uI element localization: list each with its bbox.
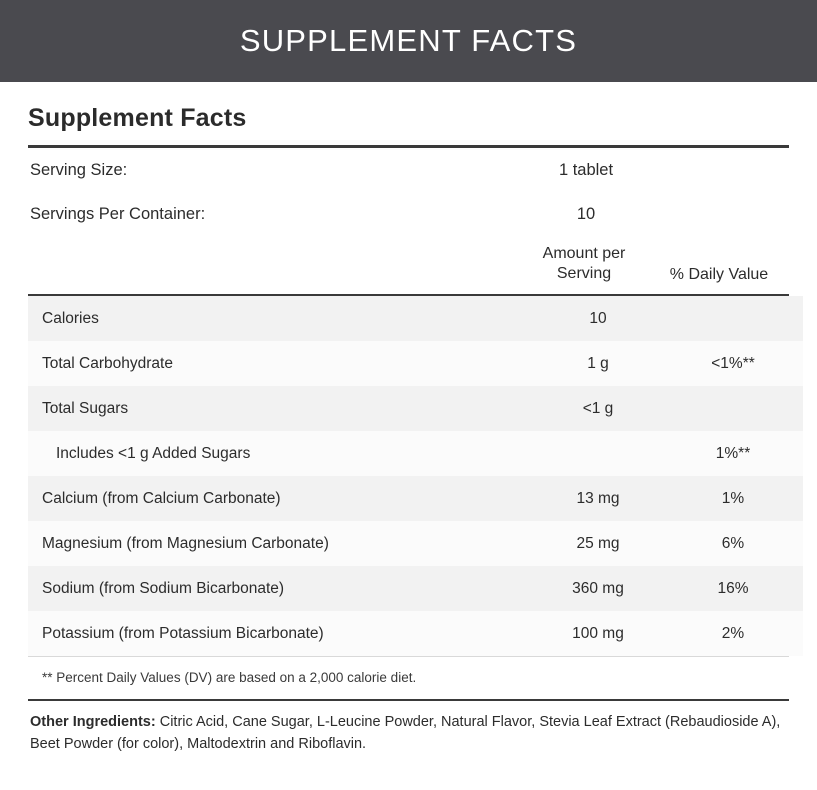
servings-per-container-row <box>28 192 791 236</box>
nutrient-name: Calories <box>42 309 99 327</box>
nutrient-daily-value <box>663 386 803 431</box>
nutrient-name: Potassium (from Potassium Bicarbonate) <box>42 624 324 642</box>
nutrient-amount: 10 <box>589 309 607 327</box>
table-row <box>28 521 803 566</box>
nutrient-amount: 25 mg <box>576 534 620 552</box>
nutrient-daily-value <box>663 296 803 341</box>
serving-size-row <box>28 148 791 192</box>
table-row <box>28 341 803 386</box>
nutrient-amount: 100 mg <box>572 624 624 642</box>
table-row <box>28 431 803 476</box>
nutrient-name: Total Sugars <box>42 399 129 417</box>
nutrient-amount: 13 mg <box>576 489 620 507</box>
servings-per-container-value: 10 <box>576 204 596 223</box>
header-daily-value: % Daily Value <box>669 266 769 283</box>
nutrient-amount: 360 mg <box>572 579 624 597</box>
column-headers-row <box>28 236 789 294</box>
nutrition-header-table <box>28 236 789 294</box>
other-ingredients <box>28 701 789 756</box>
nutrient-daily-value: 16% <box>717 579 749 597</box>
nutrient-name: Total Carbohydrate <box>42 354 173 372</box>
table-row <box>28 476 803 521</box>
header-amount-line2: Serving <box>556 265 612 282</box>
nutrient-name: Includes <1 g Added Sugars <box>56 444 251 462</box>
table-row <box>28 611 803 656</box>
servings-per-container-spacer <box>651 192 791 236</box>
banner-title: SUPPLEMENT FACTS <box>239 23 578 58</box>
panel-title: Supplement Facts <box>28 104 247 132</box>
nutrient-name: Magnesium (from Magnesium Carbonate) <box>42 534 329 552</box>
servings-per-container-label: Servings Per Container: <box>30 204 206 223</box>
supplement-facts-panel <box>0 104 817 756</box>
table-row <box>28 566 803 611</box>
other-ingredients-text: Citric Acid, Cane Sugar, L-Leucine Powder, Natural Flavor, Stevia Leaf Extract (Rebaudioside A), Beet Powder (for color), Maltodextrin and Riboflavin. <box>30 714 781 752</box>
nutrient-daily-value: 2% <box>721 624 745 642</box>
serving-info-table <box>28 148 791 236</box>
nutrient-amount: <1 g <box>582 399 614 417</box>
serving-size-label: Serving Size: <box>30 160 128 179</box>
serving-size-value: 1 tablet <box>558 160 614 179</box>
serving-size-spacer <box>651 148 791 192</box>
table-row <box>28 386 803 431</box>
other-ingredients-label: Other Ingredients: <box>30 714 156 730</box>
header-amount-per-serving <box>519 236 649 294</box>
nutrient-name: Calcium (from Calcium Carbonate) <box>42 489 281 507</box>
nutrient-daily-value: <1%** <box>711 354 755 372</box>
nutrient-daily-value: 1%** <box>715 444 751 462</box>
header-amount-line1: Amount per <box>542 245 626 262</box>
nutrient-amount: 1 g <box>587 354 609 372</box>
nutrient-name: Sodium (from Sodium Bicarbonate) <box>42 579 285 597</box>
nutrient-daily-value: 1% <box>721 489 745 507</box>
table-row <box>28 296 803 341</box>
page-banner <box>0 0 817 82</box>
daily-value-footnote: ** Percent Daily Values (DV) are based on a 2,000 calorie diet. <box>42 670 417 685</box>
nutrition-table <box>28 296 803 656</box>
nutrient-daily-value: 6% <box>721 534 745 552</box>
nutrient-amount <box>533 431 663 476</box>
header-blank <box>28 236 519 294</box>
